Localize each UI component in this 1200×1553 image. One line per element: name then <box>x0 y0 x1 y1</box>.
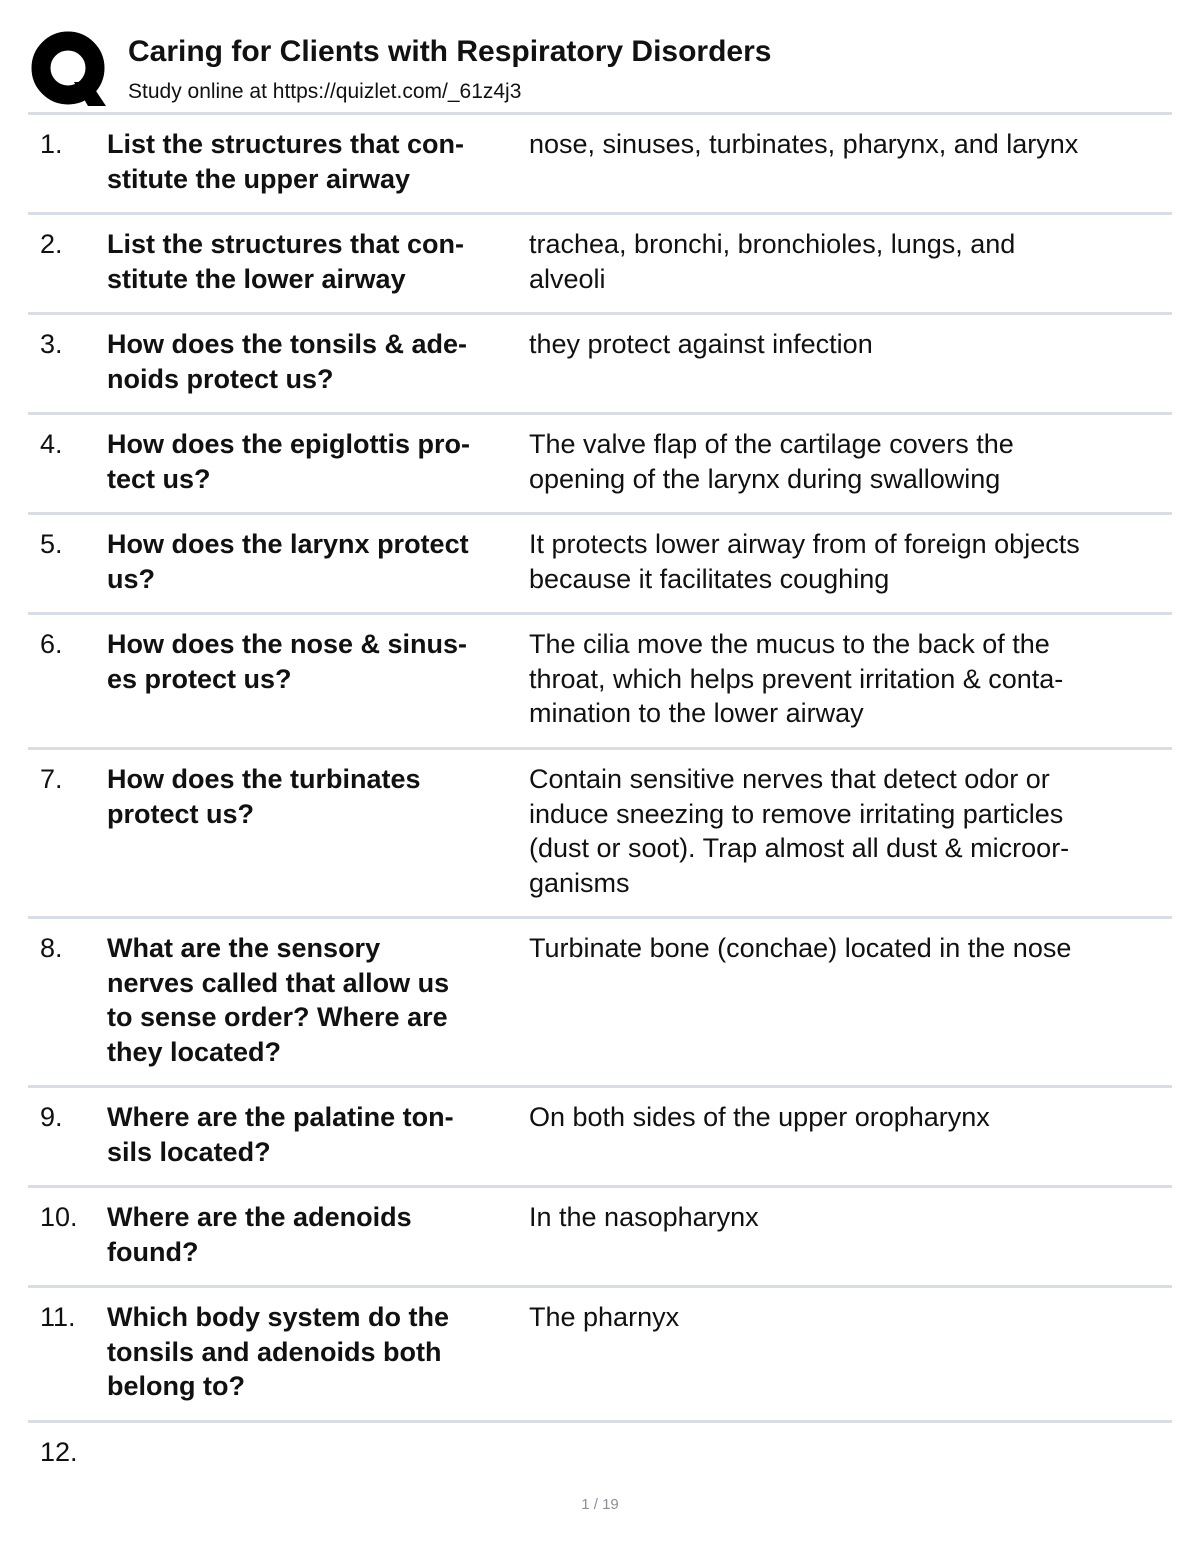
flashcard-row <box>28 1088 1172 1188</box>
card-term: Where are the adenoids found? <box>107 1202 412 1267</box>
card-definition: nose, sinuses, turbinates, pharynx, and larynx <box>529 129 1079 159</box>
card-definition: they protect against infection <box>529 329 873 359</box>
card-definition: trachea, bronchi, bronchioles, lungs, and alveoli <box>529 229 1016 294</box>
flashcard-row <box>28 1288 1172 1423</box>
card-term: How does the larynx protect us? <box>107 529 469 594</box>
card-number: 10. <box>40 1202 78 1232</box>
card-term: Which body system do the tonsils and adenoids both belong to? <box>107 1302 450 1401</box>
card-number: 7. <box>40 764 63 794</box>
card-definition: The pharnyx <box>529 1302 680 1332</box>
card-definition: In the nasopharynx <box>529 1202 759 1232</box>
card-number: 2. <box>40 229 63 259</box>
flashcard-row <box>28 515 1172 615</box>
flashcard-row <box>28 415 1172 515</box>
page-number: 1 / 19 <box>581 1496 619 1513</box>
card-term: How does the tonsils & ade- noids protect us? <box>107 329 468 394</box>
flashcard-row <box>28 315 1172 415</box>
flashcard-row <box>28 115 1172 215</box>
flashcard-row <box>28 615 1172 750</box>
flashcard-list <box>28 115 1172 1513</box>
card-number: 11. <box>40 1302 76 1332</box>
card-term: How does the turbinates protect us? <box>107 764 421 829</box>
flashcard-row <box>28 1188 1172 1288</box>
card-term: What are the sensory nerves called that allow us to sense order? Where are they located? <box>107 933 450 1067</box>
card-term: Where are the palatine ton- sils located? <box>107 1102 454 1167</box>
document-title: Caring for Clients with Respiratory Disorders <box>128 35 772 68</box>
card-definition: It protects lower airway from of foreign objects because it facilitates coughing <box>529 529 1080 594</box>
card-definition: Contain sensitive nerves that detect odor or induce sneezing to remove irritating particles (dust or soot). Trap almost all dust & microor- ganisms <box>529 764 1070 898</box>
card-number: 9. <box>40 1102 63 1132</box>
card-number: 12. <box>40 1437 78 1467</box>
quizlet-q-logo-icon <box>30 30 106 106</box>
card-number: 8. <box>40 933 63 963</box>
card-term: List the structures that con- stitute the lower airway <box>107 229 465 294</box>
study-online-link[interactable]: Study online at https://quizlet.com/_61z4j3 <box>128 80 522 103</box>
card-term: How does the epiglottis pro- tect us? <box>107 429 470 494</box>
flashcard-row <box>28 919 1172 1088</box>
card-definition: On both sides of the upper oropharynx <box>529 1102 990 1132</box>
flashcard-row <box>28 750 1172 919</box>
card-number: 4. <box>40 429 63 459</box>
card-term: List the structures that con- stitute the upper airway <box>107 129 465 194</box>
card-definition: The cilia move the mucus to the back of the throat, which helps prevent irritation & conta- mination to the lower airway <box>529 629 1064 728</box>
card-number: 3. <box>40 329 63 359</box>
card-term: How does the nose & sinus- es protect us? <box>107 629 468 694</box>
card-number: 5. <box>40 529 63 559</box>
card-number: 6. <box>40 629 63 659</box>
card-number: 1. <box>40 129 63 159</box>
page-header <box>28 30 1172 110</box>
card-definition: Turbinate bone (conchae) located in the nose <box>529 933 1072 963</box>
flashcard-row <box>28 215 1172 315</box>
card-definition: The valve flap of the cartilage covers the opening of the larynx during swallowing <box>529 429 1014 494</box>
